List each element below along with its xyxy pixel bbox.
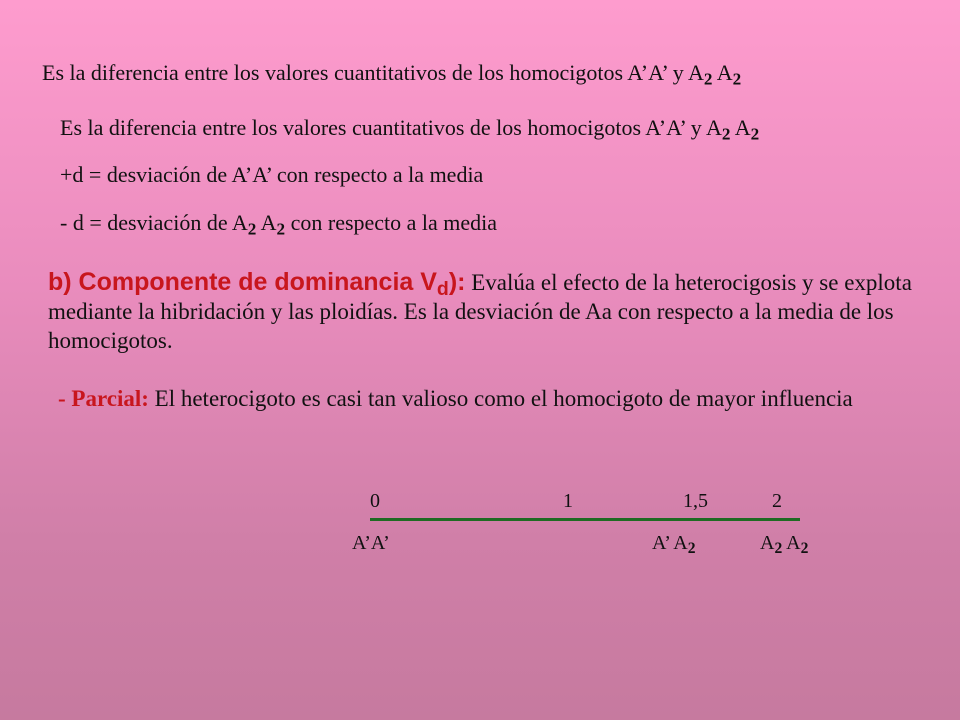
partial-text: El heterocigoto es casi tan valioso como el homocigoto de mayor influencia xyxy=(148,386,853,411)
header-line xyxy=(42,60,742,89)
minus-d-text: con respecto a la media xyxy=(285,210,498,235)
partial-prefix: - Parcial: xyxy=(58,386,149,411)
plus-d-line: +d = desviación de A’A’ con respecto a la media xyxy=(60,162,484,187)
definition-sub: 2 xyxy=(750,124,760,144)
definition-text: Es la diferencia entre los valores cuantitativos de los homocigotos A’A’ y A xyxy=(60,115,722,140)
minus-d-sub: 2 xyxy=(247,219,257,239)
dominance-paragraph xyxy=(48,268,928,355)
header-text: Es la diferencia entre los valores cuantitativos de los homocigotos A’A’ y A xyxy=(42,60,704,85)
tick-label: 1,5 xyxy=(683,490,708,512)
dominance-heading: b) Componente de dominancia $V_d$): xyxy=(48,268,466,300)
genotype-label-mid: A’ $A_2$ xyxy=(652,532,696,557)
header-sub: 2 xyxy=(703,69,713,89)
minus-d-text: - d = desviación de A xyxy=(60,210,248,235)
definition-line xyxy=(60,115,760,144)
genotype-label-left: A’A’ xyxy=(352,532,390,554)
scale-line xyxy=(370,518,800,521)
minus-d-sub: 2 xyxy=(276,219,286,239)
tick-label: 2 xyxy=(772,490,782,512)
header-sub: 2 xyxy=(732,69,742,89)
tick-label: 0 xyxy=(370,490,380,512)
definition-text: A xyxy=(730,115,751,140)
genotype-label-right: $A_2$ $A_2$ xyxy=(760,532,809,557)
header-text: A xyxy=(712,60,733,85)
minus-d-line xyxy=(60,210,498,239)
tick-label: 1 xyxy=(563,490,573,512)
definition-sub: 2 xyxy=(721,124,731,144)
partial-paragraph xyxy=(48,384,908,413)
dominance-body: Evalúa el efecto de la heterocigosis y se explota mediante la hibridación y las ploidías. Es la desviación de Aa con respecto a la media de los homocigotos. xyxy=(48,270,912,353)
minus-d-text: A xyxy=(256,210,277,235)
